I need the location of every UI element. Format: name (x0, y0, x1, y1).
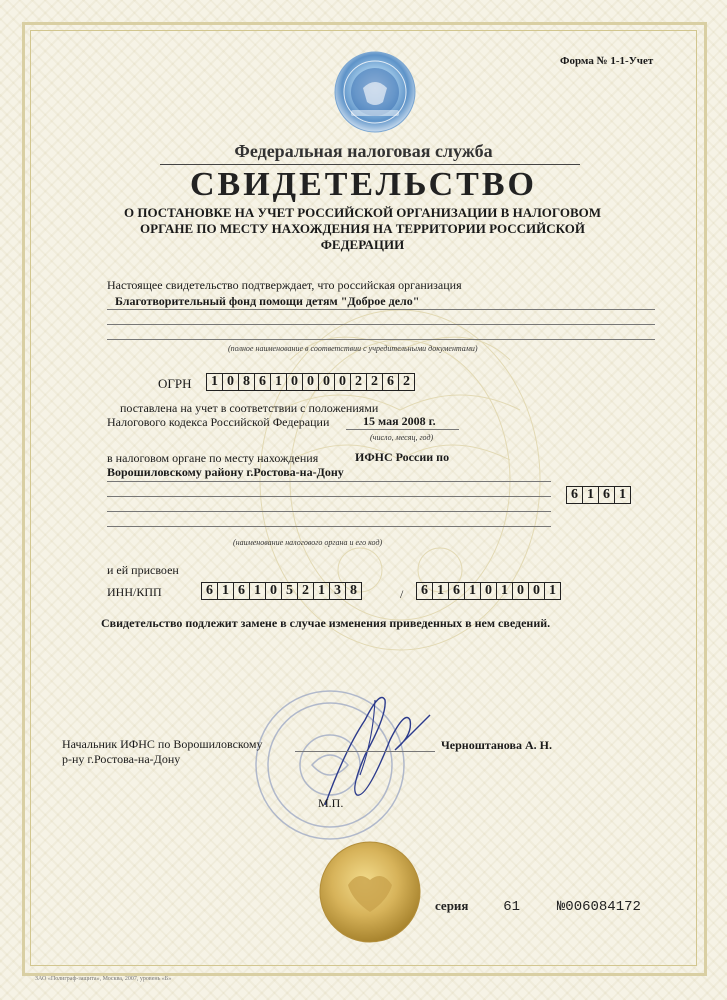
org-line-3 (107, 339, 655, 340)
stamp-place-label: М.П. (318, 796, 344, 810)
inn-digit: 5 (281, 582, 298, 600)
hologram-emblem-icon (333, 50, 417, 134)
ogrn-digit: 0 (318, 373, 335, 391)
serial-number (435, 898, 641, 915)
inn-digit: 0 (265, 582, 282, 600)
tax-office-code-boxes (567, 486, 631, 504)
tax-office-name-2: Ворошиловскому району г.Ростова-на-Дону (107, 465, 344, 479)
service-name: Федеральная налоговая служба (234, 141, 493, 161)
ogrn-boxes (207, 373, 415, 391)
inn-digit: 3 (329, 582, 346, 600)
hint-full-name: (полное наименование в соответствии с учредительными документами) (228, 344, 478, 353)
signature-line (295, 751, 435, 752)
office-line-3 (107, 511, 551, 512)
ogrn-digit: 6 (382, 373, 399, 391)
inn-kpp-label: ИНН/КПП (107, 585, 162, 599)
document-title: СВИДЕТЕЛЬСТВО (190, 166, 537, 203)
inn-digit: 6 (233, 582, 250, 600)
hint-tax-office: (наименование налогового органа и его код) (233, 538, 383, 547)
chief-title-2: р-ну г.Ростова-на-Дону (62, 752, 181, 766)
ogrn-digit: 1 (206, 373, 223, 391)
tax-office-code-digit: 6 (598, 486, 615, 504)
inn-digit: 2 (297, 582, 314, 600)
ogrn-digit: 0 (222, 373, 239, 391)
ogrn-digit: 0 (302, 373, 319, 391)
chief-title-1: Начальник ИФНС по Ворошиловскому (62, 737, 263, 751)
chief-name: Черноштанова А. Н. (441, 738, 552, 752)
registered-line-2: Налогового кодекса Российской Федерации (107, 415, 330, 429)
org-line-1 (107, 309, 655, 310)
kpp-digit: 1 (464, 582, 481, 600)
kpp-boxes (417, 582, 561, 600)
tax-office-intro: в налоговом органе по месту нахождения (107, 451, 319, 465)
date-line (346, 429, 459, 430)
office-line-2 (107, 496, 551, 497)
ogrn-digit: 8 (238, 373, 255, 391)
inn-boxes (202, 582, 362, 600)
kpp-digit: 6 (416, 582, 433, 600)
office-line-4 (107, 526, 551, 527)
inn-digit: 6 (201, 582, 218, 600)
kpp-digit: 0 (528, 582, 545, 600)
kpp-digit: 1 (544, 582, 561, 600)
printer-footer: ЗАО «Полиграф-защита», Москва, 2007, уровень «Б» (35, 976, 172, 982)
ogrn-digit: 0 (286, 373, 303, 391)
inn-digit: 1 (249, 582, 266, 600)
kpp-digit: 1 (432, 582, 449, 600)
ogrn-digit: 1 (270, 373, 287, 391)
intro-text: Настоящее свидетельство подтверждает, что российская организация (107, 278, 462, 292)
office-line-1 (107, 481, 551, 482)
tax-office-code-digit: 1 (582, 486, 599, 504)
document-number: №006084172 (556, 899, 641, 915)
kpp-digit: 0 (480, 582, 497, 600)
document-subtitle: О ПОСТАНОВКЕ НА УЧЕТ РОССИЙСКОЙ ОРГАНИЗАЦИИ В НАЛОГОВОМ ОРГАНЕ ПО МЕСТУ НАХОЖДЕНИЯ НА ТЕРРИТОРИИ РОССИЙСКОЙ ФЕДЕРАЦИИ (124, 205, 601, 252)
organization-name: Благотворительный фонд помощи детям "Доброе дело" (115, 294, 420, 308)
registration-date: 15 мая 2008 г. (363, 414, 436, 428)
assigned-text: и ей присвоен (107, 563, 179, 577)
kpp-digit: 6 (448, 582, 465, 600)
replacement-notice: Свидетельство подлежит замене в случае изменения приведенных в нем сведений. (101, 616, 551, 630)
ogrn-digit: 0 (334, 373, 351, 391)
inn-kpp-separator: / (400, 587, 404, 601)
kpp-digit: 1 (496, 582, 513, 600)
form-number: Форма № 1-1-Учет (560, 55, 654, 67)
inn-digit: 1 (217, 582, 234, 600)
service-underline (160, 164, 580, 165)
kpp-digit: 0 (512, 582, 529, 600)
tax-office-code-digit: 6 (566, 486, 583, 504)
ogrn-digit: 2 (366, 373, 383, 391)
series-value: 61 (503, 899, 521, 915)
inn-digit: 1 (313, 582, 330, 600)
ogrn-digit: 2 (350, 373, 367, 391)
registered-line-1: поставлена на учет в соответствии с положениями (120, 401, 379, 415)
gold-seal-icon (318, 840, 422, 944)
ogrn-digit: 6 (254, 373, 271, 391)
tax-office-name-1: ИФНС России по (355, 450, 450, 464)
series-label: серия (435, 898, 469, 913)
org-line-2 (107, 324, 655, 325)
hint-date: (число, месяц, год) (370, 433, 434, 442)
signature-icon (295, 680, 435, 815)
ogrn-digit: 2 (398, 373, 415, 391)
ogrn-label: ОГРН (158, 376, 192, 391)
inn-digit: 8 (345, 582, 362, 600)
tax-office-code-digit: 1 (614, 486, 631, 504)
